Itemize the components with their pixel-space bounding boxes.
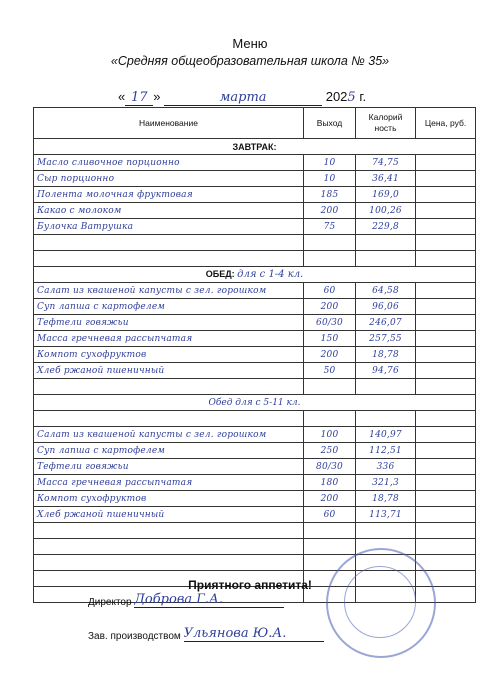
table-row — [34, 299, 476, 315]
item-name: Компот сухофруктов — [34, 347, 304, 363]
table-row — [34, 475, 476, 491]
item-output: 60 — [304, 507, 356, 523]
lunch-section-row — [34, 267, 476, 283]
breakfast-section-row — [34, 139, 476, 155]
table-row — [34, 235, 476, 251]
item-name: Салат из квашеной капусты с зел. горошком — [34, 427, 304, 443]
col-calories-header: Калорий ность — [356, 108, 416, 139]
item-price — [416, 203, 476, 219]
table-row — [34, 203, 476, 219]
table-row — [34, 219, 476, 235]
table-row — [34, 347, 476, 363]
item-calories: 18,78 — [356, 347, 416, 363]
item-output: 60 — [304, 283, 356, 299]
table-row — [34, 427, 476, 443]
item-price — [416, 475, 476, 491]
item-output: 185 — [304, 187, 356, 203]
col-output-header: Выход — [304, 108, 356, 139]
item-output: 250 — [304, 443, 356, 459]
table-row — [34, 251, 476, 267]
manager-label: Зав. производством — [88, 631, 181, 642]
item-name: Хлеб ржаной пшеничный — [34, 507, 304, 523]
date-year-prefix: 202 — [325, 89, 348, 104]
lunch2-title: Обед для с 5-11 кл. — [34, 395, 476, 411]
item-output: 200 — [304, 299, 356, 315]
item-output: 200 — [304, 203, 356, 219]
item-output: 60/30 — [304, 315, 356, 331]
item-output: 180 — [304, 475, 356, 491]
item-name: Полента молочная фруктовая — [34, 187, 304, 203]
item-calories: 96,06 — [356, 299, 416, 315]
table-row — [34, 331, 476, 347]
item-output: 10 — [304, 155, 356, 171]
item-name: Хлеб ржаной пшеничный — [34, 363, 304, 379]
date-year-suffix: г. — [355, 89, 367, 104]
table-row — [34, 507, 476, 523]
item-calories: 100,26 — [356, 203, 416, 219]
lunch-note: для с 1-4 кл. — [237, 269, 304, 280]
item-name: Масса гречневая рассыпчатая — [34, 331, 304, 347]
item-price — [416, 315, 476, 331]
item-price — [416, 491, 476, 507]
director-signature: Доброва Г.А. — [134, 592, 223, 607]
appetite-text: Приятного аппетита! — [188, 578, 312, 592]
item-calories: 229,8 — [356, 219, 416, 235]
menu-table — [33, 107, 476, 603]
item-calories: 112,51 — [356, 443, 416, 459]
lunch-title-cell — [34, 267, 476, 283]
table-row — [34, 363, 476, 379]
item-name: Масса гречневая рассыпчатая — [34, 475, 304, 491]
table-row — [34, 491, 476, 507]
item-price — [416, 443, 476, 459]
item-calories: 36,41 — [356, 171, 416, 187]
item-name: Какао с молоком — [34, 203, 304, 219]
item-calories: 113,71 — [356, 507, 416, 523]
date-open-quote: « — [118, 89, 126, 104]
col-name-header: Наименование — [34, 108, 304, 139]
col-price-header: Цена, руб. — [416, 108, 476, 139]
item-price — [416, 363, 476, 379]
item-calories: 321,3 — [356, 475, 416, 491]
table-row — [34, 171, 476, 187]
item-calories: 140,97 — [356, 427, 416, 443]
item-name: Суп лапша с картофелем — [34, 299, 304, 315]
school-name: «Средняя общеобразовательная школа № 35» — [110, 54, 390, 68]
table-row — [34, 315, 476, 331]
item-price — [416, 219, 476, 235]
director-signature-line — [88, 592, 284, 608]
item-output: 150 — [304, 331, 356, 347]
item-calories: 64,58 — [356, 283, 416, 299]
table-row — [34, 411, 476, 427]
item-calories: 246,07 — [356, 315, 416, 331]
item-price — [416, 507, 476, 523]
item-name: Тефтели говяжьи — [34, 315, 304, 331]
item-price — [416, 187, 476, 203]
item-price — [416, 459, 476, 475]
school-seal-stamp — [326, 548, 436, 658]
item-price — [416, 171, 476, 187]
item-price — [416, 299, 476, 315]
date-year-digit: 5 — [347, 90, 356, 105]
table-row — [34, 283, 476, 299]
item-name: Компот сухофруктов — [34, 491, 304, 507]
date-close-quote: » — [153, 89, 161, 104]
item-calories: 336 — [356, 459, 416, 475]
date-month: марта — [219, 90, 267, 105]
item-output: 50 — [304, 363, 356, 379]
table-header-row — [34, 108, 476, 139]
item-output: 200 — [304, 491, 356, 507]
table-row — [34, 187, 476, 203]
table-row — [34, 523, 476, 539]
table-row — [34, 539, 476, 555]
item-output: 75 — [304, 219, 356, 235]
item-calories: 94,76 — [356, 363, 416, 379]
director-label: Директор — [88, 597, 132, 608]
item-calories: 74,75 — [356, 155, 416, 171]
lunch2-section-row — [34, 395, 476, 411]
item-price — [416, 283, 476, 299]
manager-signature-line — [88, 626, 324, 642]
menu-title: Меню — [232, 36, 268, 51]
lunch-title: ОБЕД: — [205, 269, 235, 279]
item-price — [416, 155, 476, 171]
item-name: Масло сливочное порционно — [34, 155, 304, 171]
item-calories: 257,55 — [356, 331, 416, 347]
item-name: Сыр порционно — [34, 171, 304, 187]
item-name: Суп лапша с картофелем — [34, 443, 304, 459]
table-row — [34, 459, 476, 475]
manager-signature: Ульянова Ю.А. — [183, 626, 287, 641]
table-row — [34, 443, 476, 459]
date-day: 17 — [130, 90, 148, 105]
breakfast-title: ЗАВТРАК: — [34, 139, 476, 155]
item-output: 10 — [304, 171, 356, 187]
item-name: Тефтели говяжьи — [34, 459, 304, 475]
table-row — [34, 155, 476, 171]
item-price — [416, 331, 476, 347]
item-name: Салат из квашеной капусты с зел. горошком — [34, 283, 304, 299]
item-output: 200 — [304, 347, 356, 363]
item-name: Булочка Ватрушка — [34, 219, 304, 235]
item-output: 100 — [304, 427, 356, 443]
item-price — [416, 347, 476, 363]
table-row — [34, 379, 476, 395]
item-calories: 18,78 — [356, 491, 416, 507]
item-price — [416, 427, 476, 443]
item-output: 80/30 — [304, 459, 356, 475]
item-calories: 169,0 — [356, 187, 416, 203]
menu-date — [118, 89, 366, 106]
